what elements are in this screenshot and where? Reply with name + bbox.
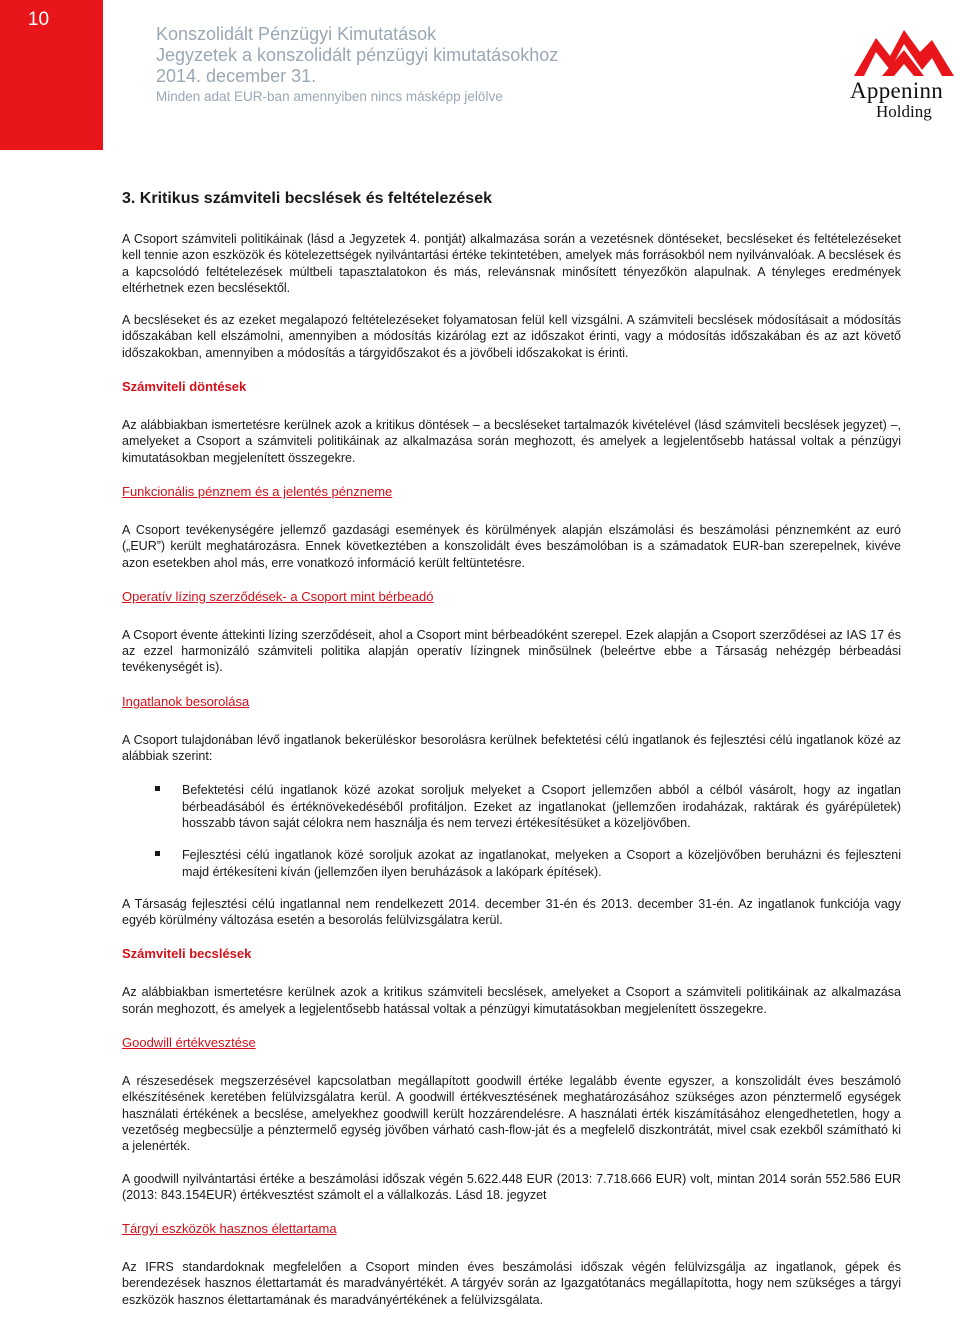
paragraph: A Társaság fejlesztési célú ingatlannal nem rendelkezett 2014. december 31-én és 2013. december 31-én. Az ingatlanok funkciója vagy egyéb körülmény változása esetén a besorolás felülvizsgálatra kerül. bbox=[122, 896, 901, 928]
paragraph: Az alábbiakban ismertetésre kerülnek azok a kritikus döntések – a becsléseket tartalmazók kivételével (lásd számviteli becslések jegyzet) –, amelyeket a Csoport a számviteli politikáinak az alkalmazása során meghozott, és amelyek a legjelentősebb hatással voltak a pénzügyi kimutatásokban megjelenített összegekre. bbox=[122, 418, 901, 465]
list-item bbox=[122, 847, 901, 880]
subheading-functional-currency: Funkcionális pénznem és a jelentés pénzneme bbox=[122, 483, 393, 499]
paragraph: Az alábbiakban ismertetésre kerülnek azok a kritikus számviteli becslések, amelyeket a Csoport a számviteli politikáinak az alkalmazása során meghozott, és amelyek a legjelentősebb hatással voltak a pénzügyi kimutatásokban megjelenített összegekre. bbox=[122, 985, 901, 1016]
header-title: Konszolidált Pénzügyi Kimutatások bbox=[156, 24, 437, 44]
paragraph: A Csoport tulajdonában lévő ingatlanok bekerüléskor besorolásra kerülnek befektetési célú ingatlanok és fejlesztési célú ingatlanok közé az alábbiak szerint: bbox=[122, 732, 901, 764]
paragraph: A Csoport tevékenységére jellemző gazdasági események és körülmények alapján elszámolási és beszámolási pénznemként az euró („EUR”) került meghatározásra. Ennek következtében a konszolidált éves beszámolóban is a számadatok EUR-ban szerepelnek, kivéve azon esetekben ahol más, erre vonatkozó információ került feltüntetésre. bbox=[122, 522, 901, 570]
page-number-tab bbox=[0, 0, 103, 150]
logo-text-appeninn: Appeninn bbox=[850, 78, 944, 103]
page-number: 10 bbox=[27, 9, 50, 30]
document-header bbox=[156, 24, 558, 108]
header-date: 2014. december 31. bbox=[156, 66, 317, 86]
list-item bbox=[122, 782, 901, 831]
list-item-text: Befektetési célú ingatlanok közé azokat soroljuk melyeket a Csoport jellemzően abból a célból vásárolt, hogy az ingatlan bérbeadásából és értéknövekedéséből profitáljon. Ezeket az ingatlanokat (jellemzően irodaházak, raktárak és gyárépületek) hosszabb távon saját célokra nem használja és nem tervezi értékesítésüket a közeljövőben. bbox=[182, 783, 901, 830]
page-content bbox=[122, 190, 901, 1324]
subheading-property-classification: Ingatlanok besorolása bbox=[122, 693, 250, 709]
header-subtitle: Jegyzetek a konszolidált pénzügyi kimutatásokhoz bbox=[156, 45, 559, 65]
paragraph: A Csoport számviteli politikáinak (lásd a Jegyzetek 4. pontját) alkalmazása során a vezetésnek döntéseket, becsléseket és feltételezéseket kell tennie azon eszközök és kötelezettségek nyilvántartási értéke tekintetében, amelyek más forrásokból nem nyilvánvalóak. A becslések és a kapcsolódó feltételezések múltbeli tapasztalatokon és más, relevánsnak minősített tényezőkön alapulnak. A tényleges eredmények eltérhetnek ezen becslésektől. bbox=[122, 232, 901, 295]
paragraph: A becsléseket és az ezeket megalapozó feltételezéseket folyamatosan felül kell vizsgálni. A számviteli becslések módosításait a módosítás időszakában kell elszámolni, amennyiben a módosítás kizárólag ezt az időszakot érinti, vagy a módosítás időszakában és az azt követő időszakokban, amennyiben a módosítás a tárgyidőszakot és a jövőbeli időszakokat is érinti. bbox=[122, 313, 901, 360]
subheading-operating-lease: Operatív lízing szerződések- a Csoport mint bérbeadó bbox=[122, 588, 434, 604]
section-title: 3. Kritikus számviteli becslések és feltételezések bbox=[122, 190, 492, 207]
subheading-goodwill-impairment: Goodwill értékvesztése bbox=[122, 1035, 256, 1051]
header-currency-note: Minden adat EUR-ban amennyiben nincs másképp jelölve bbox=[156, 89, 503, 104]
bullet-list bbox=[122, 782, 901, 879]
subheading-useful-life: Tárgyi eszközök hasznos élettartama bbox=[122, 1221, 337, 1237]
paragraph: A goodwill nyilvántartási értéke a beszámolási időszak végén 5.622.448 EUR (2013: 7.718.666 EUR) volt, mintan 2014 során 552.586 EUR (2013: 843.154EUR) értékvesztést számolt el a vállalkozás. Lásd 18. jegyzet bbox=[122, 1171, 901, 1202]
subheading-accounting-decisions: Számviteli döntések bbox=[122, 379, 247, 395]
paragraph: Az IFRS standardoknak megfelelően a Csoport minden éves beszámolási időszak végén felülvizsgálja az ingatlanok, gépek és berendezések hasznos élettartamát és maradványértékét. A tárgyév során az Igazgatótanács megállapította, hogy nem szükséges a tárgyi eszközök hasznos élettartamának és maradványértékének a felülvizsgálata. bbox=[122, 1260, 901, 1307]
square-bullet-icon bbox=[155, 786, 160, 791]
mountain-logo-icon bbox=[846, 22, 960, 80]
paragraph: A részesedések megszerzésével kapcsolatban megállapított goodwill értéke legalább évente egyszer, a konszolidált éves beszámoló elkészítésének keretében felülvizsgálatra kerül. A goodwill értékvesztésének meghatározásához szükséges azon pénztermelő egységek használati értékének a becslése, amelyekhez goodwill került hozzárendelésre. A használati érték kiszámításához elengedhetetlen, hogy a vezetőség megbecsülje a pénztermelő egység jövőben várható cash-flow-ját és a megfelelő diszkontrátát, mivel csak ezekből számítható ki a jelenérték. bbox=[122, 1074, 901, 1154]
subheading-accounting-estimates: Számviteli becslések bbox=[122, 946, 252, 962]
company-logo bbox=[846, 22, 960, 122]
square-bullet-icon bbox=[155, 851, 160, 856]
logo-text-holding: Holding bbox=[876, 102, 932, 121]
paragraph: A Csoport évente áttekinti lízing szerződéseit, ahol a Csoport mint bérbeadóként szerepel. Ezek alapján a Csoport szerződései az IAS 17 és az ezzel harmonizáló számviteli politika alapján operatív lízingnek minősülnek (beleértve ebbe a Társaság nehézgép bérbeadási tevékenységét is). bbox=[122, 627, 901, 675]
list-item-text: Fejlesztési célú ingatlanok közé soroljuk azokat az ingatlanokat, melyeken a Csoport a közeljövőben beruházni és fejleszteni majd értékesíteni kíván (jellemzően ilyen beruházások a lakópark építések). bbox=[182, 848, 901, 879]
